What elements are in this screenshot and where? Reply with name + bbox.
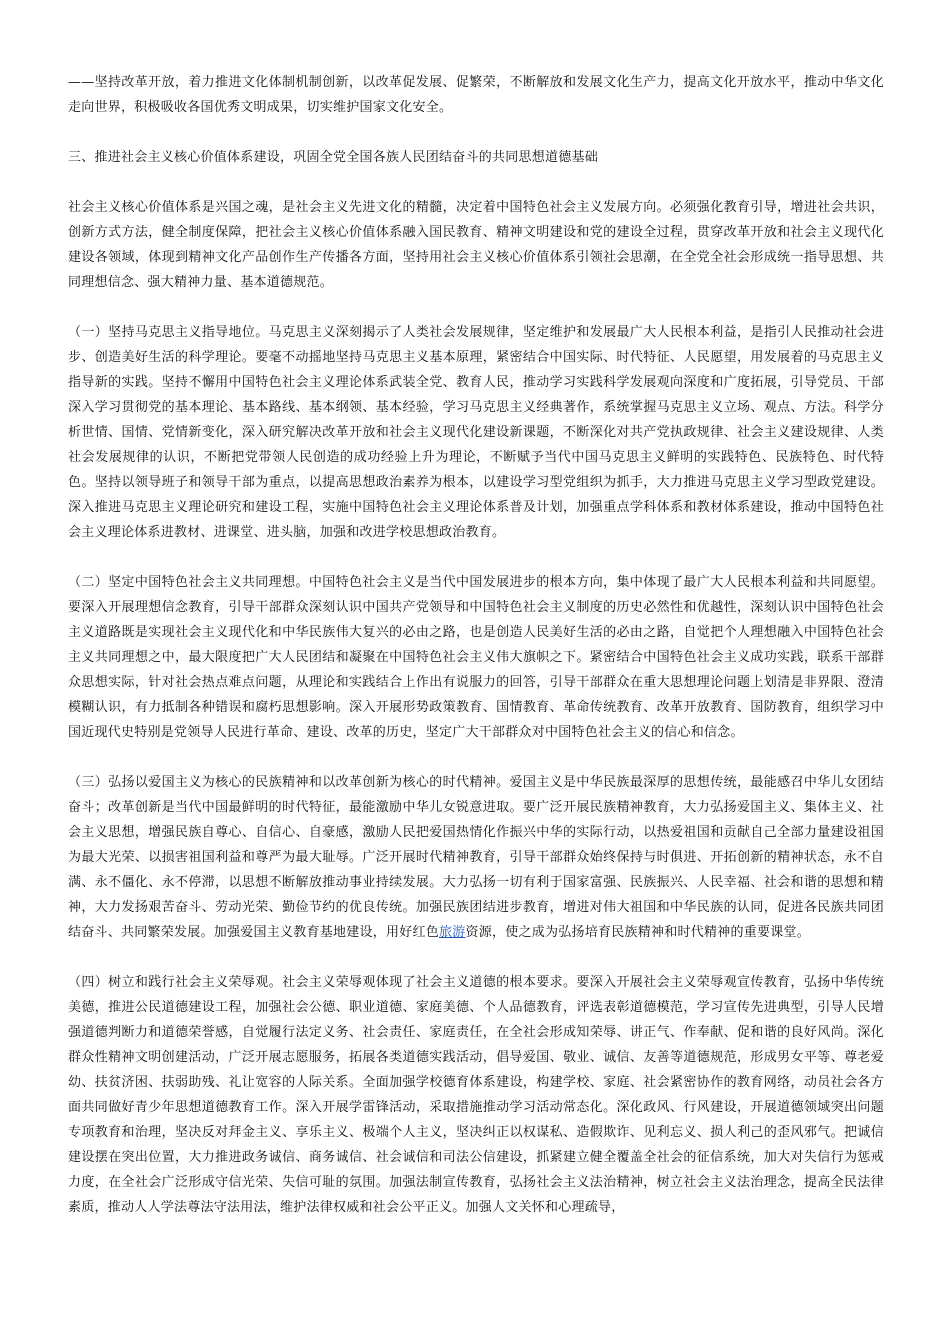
point-3-text-after: 资源，使之成为弘扬培育民族精神和时代精神的重要课堂。 (465, 925, 811, 940)
point-1-paragraph: （一）坚持马克思主义指导地位。马克思主义深刻揭示了人类社会发展规律，坚定维护和发展最广大人民根本利益，是指引人民推动社会进步、创造美好生活的科学理论。要毫不动摇地坚持马克思主义基本原理，紧密结合中国实际、时代特征、人民愿望，用发展着的马克思主义指导新的实践。坚持不懈用中国特色社会主义理论体系武装全党、教育人民，推动学习实践科学发展观向深度和广度拓展，引导党员、干部深入学习贯彻党的基本理论、基本路线、基本纲领、基本经验，学习马克思主义经典著作，系统掌握马克思主义立场、观点、方法。科学分析世情、国情、党情新变化，深入研究解决改革开放和社会主义现代化建设新课题，不断深化对共产党执政规律、社会主义建设规律、人类社会发展规律的认识，不断把党带领人民创造的成功经验上升为理论，不断赋予当代中国马克思主义鲜明的实践特色、民族特色、时代特色。坚持以领导班子和领导干部为重点，以提高思想政治素养为根本，以建设学习型党组织为抓手，大力推进马克思主义学习型政党建设。深入推进马克思主义理论研究和建设工程，实施中国特色社会主义理论体系普及计划，加强重点学科体系和教材体系建设，推动中国特色社会主义理论体系进教材、进课堂、进头脑，加强和改进学校思想政治教育。 (68, 325, 884, 540)
section-intro-paragraph: 社会主义核心价值体系是兴国之魂，是社会主义先进文化的精髓，决定着中国特色社会主义发展方向。必须强化教育引导，增进社会共识，创新方式方法，健全制度保障，把社会主义核心价值体系融入国民教育、精神文明建设和党的建设全过程，贯穿改革开放和社会主义现代化建设各领域，体现到精神文化产品创作生产传播各方面，坚持用社会主义核心价值体系引领社会思潮，在全党全社会形成统一指导思想、共同理想信念、强大精神力量、基本道德规范。 (68, 200, 884, 290)
intro-paragraph: ——坚持改革开放，着力推进文化体制机制创新，以改革促发展、促繁荣，不断解放和发展文化生产力，提高文化开放水平，推动中华文化走向世界，积极吸收各国优秀文明成果，切实维护国家文化安全。 (68, 75, 884, 115)
point-3-paragraph (68, 770, 884, 945)
point-2-paragraph: （二）坚定中国特色社会主义共同理想。中国特色社会主义是当代中国发展进步的根本方向，集中体现了最广大人民根本利益和共同愿望。要深入开展理想信念教育，引导干部群众深刻认识中国共产党领导和中国特色社会主义制度的历史必然性和优越性，深刻认识中国特色社会主义道路既是实现社会主义现代化和中华民族伟大复兴的必由之路，也是创造人民美好生活的必由之路，自觉把个人理想融入中国特色社会主义共同理想之中，最大限度把广大人民团结和凝聚在中国特色社会主义伟大旗帜之下。紧密结合中国特色社会主义成功实践，联系干部群众思想实际，针对社会热点难点问题，从理论和实践结合上作出有说服力的回答，引导干部群众在重大思想理论问题上划清是非界限、澄清模糊认识，有力抵制各种错误和腐朽思想影响。深入开展形势政策教育、国情教育、革命传统教育、改革开放教育、国防教育，组织学习中国近现代史特别是党领导人民进行革命、建设、改革的历史，坚定广大干部群众对中国特色社会主义的信心和信念。 (68, 575, 884, 740)
document-page (68, 70, 884, 1320)
tourism-link[interactable]: 旅游 (439, 925, 466, 940)
section-heading: 三、推进社会主义核心价值体系建设，巩固全党全国各族人民团结奋斗的共同思想道德基础 (68, 150, 599, 165)
point-3-text-before: （三）弘扬以爱国主义为核心的民族精神和以改革创新为核心的时代精神。爱国主义是中华民族最深厚的思想传统，最能感召中华儿女团结奋斗；改革创新是当代中国最鲜明的时代特征，最能激励中华儿女锐意进取。要广泛开展民族精神教育，大力弘扬爱国主义、集体主义、社会主义思想，增强民族自尊心、自信心、自豪感，激励人民把爱国热情化作振兴中华的实际行动，以热爱祖国和贡献自己全部力量建设祖国为最大光荣、以损害祖国利益和尊严为最大耻辱。广泛开展时代精神教育，引导干部群众始终保持与时俱进、开拓创新的精神状态，永不自满、永不僵化、永不停滞，以思想不断解放推动事业持续发展。大力弘扬一切有利于国家富强、民族振兴、人民幸福、社会和谐的思想和精神，大力发扬艰苦奋斗、劳动光荣、勤俭节约的优良传统。加强民族团结进步教育，增进对伟大祖国和中华民族的认同，促进各民族共同团结奋斗、共同繁荣发展。加强爱国主义教育基地建设，用好红色 (68, 775, 884, 940)
point-4-paragraph: （四）树立和践行社会主义荣辱观。社会主义荣辱观体现了社会主义道德的根本要求。要深入开展社会主义荣辱观宣传教育，弘扬中华传统美德，推进公民道德建设工程，加强社会公德、职业道德、家庭美德、个人品德教育，评选表彰道德模范，学习宣传先进典型，引导人民增强道德判断力和道德荣誉感，自觉履行法定义务、社会责任、家庭责任，在全社会形成知荣辱、讲正气、作奉献、促和谐的良好风尚。深化群众性精神文明创建活动，广泛开展志愿服务，拓展各类道德实践活动，倡导爱国、敬业、诚信、友善等道德规范，形成男女平等、尊老爱幼、扶贫济困、扶弱助残、礼让宽容的人际关系。全面加强学校德育体系建设，构建学校、家庭、社会紧密协作的教育网络，动员社会各方面共同做好青少年思想道德教育工作。深入开展学雷锋活动，采取措施推动学习活动常态化。深化政风、行风建设，开展道德领域突出问题专项教育和治理，坚决反对拜金主义、享乐主义、极端个人主义，坚决纠正以权谋私、造假欺诈、见利忘义、损人利己的歪风邪气。把诚信建设摆在突出位置，大力推进政务诚信、商务诚信、社会诚信和司法公信建设，抓紧建立健全覆盖全社会的征信系统，加大对失信行为惩戒力度，在全社会广泛形成守信光荣、失信可耻的氛围。加强法制宣传教育，弘扬社会主义法治精神，树立社会主义法治理念，提高全民法律素质，推动人人学法尊法守法用法，维护法律权威和社会公平正义。加强人文关怀和心理疏导， (68, 975, 884, 1215)
